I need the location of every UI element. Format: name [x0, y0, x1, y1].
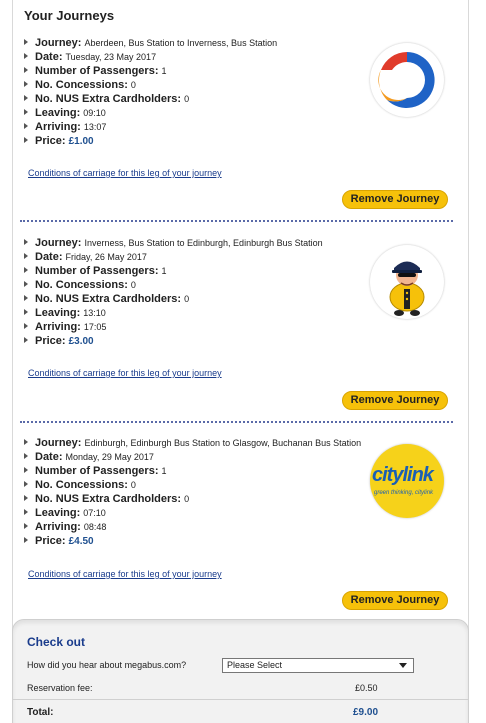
detail-price: Price: £1.00 — [24, 134, 277, 148]
bullet-arrow-icon — [24, 109, 28, 115]
bullet-arrow-icon — [24, 137, 28, 143]
journey-divider — [20, 421, 453, 423]
total-value: £9.00 — [353, 707, 379, 718]
detail-price: Price: £4.50 — [24, 534, 361, 548]
remove-journey-button[interactable]: Remove Journey — [342, 391, 448, 410]
detail-leaving: Leaving: 09:10 — [24, 106, 277, 120]
bullet-arrow-icon — [24, 439, 28, 445]
page-title: Your Journeys — [24, 8, 115, 23]
operator-swirl-logo — [370, 43, 444, 117]
bullet-arrow-icon — [24, 537, 28, 543]
conditions-link[interactable]: Conditions of carriage for this leg of your journey — [28, 168, 222, 178]
bullet-arrow-icon — [24, 309, 28, 315]
checkout-title: Check out — [27, 635, 86, 649]
detail-date: Date: Friday, 26 May 2017 — [24, 250, 323, 264]
journey-card-1 — [0, 36, 486, 216]
detail-arriving: Arriving: 08:48 — [24, 520, 361, 534]
bullet-arrow-icon — [24, 53, 28, 59]
referral-question-label: How did you hear about megabus.com? — [27, 660, 187, 670]
citylink-wordmark: citylink — [372, 464, 433, 486]
detail-nus: No. NUS Extra Cardholders: 0 — [24, 92, 277, 106]
bullet-arrow-icon — [24, 467, 28, 473]
bullet-arrow-icon — [24, 123, 28, 129]
detail-journey: Journey: Aberdeen, Bus Station to Inverness, Bus Station — [24, 36, 277, 50]
detail-concessions: No. Concessions: 0 — [24, 278, 323, 292]
journey-card-2 — [0, 236, 486, 416]
checkout-divider — [13, 699, 468, 700]
referral-select-value: Please Select — [227, 660, 283, 670]
detail-journey: Journey: Inverness, Bus Station to Edinburgh, Edinburgh Bus Station — [24, 236, 323, 250]
bus-driver-mascot-icon — [370, 245, 444, 319]
journey-details — [24, 36, 277, 148]
remove-journey-button[interactable]: Remove Journey — [342, 190, 448, 209]
bullet-arrow-icon — [24, 281, 28, 287]
bullet-arrow-icon — [24, 495, 28, 501]
checkout-panel — [12, 619, 469, 723]
reservation-fee-value: £0.50 — [355, 683, 378, 693]
remove-journey-button[interactable]: Remove Journey — [342, 591, 448, 610]
detail-journey: Journey: Edinburgh, Edinburgh Bus Station to Glasgow, Buchanan Bus Station — [24, 436, 361, 450]
detail-passengers: Number of Passengers: 1 — [24, 264, 323, 278]
bullet-arrow-icon — [24, 509, 28, 515]
referral-source-select[interactable] — [222, 658, 414, 673]
operator-swirl-icon — [370, 43, 444, 117]
detail-date: Date: Monday, 29 May 2017 — [24, 450, 361, 464]
bullet-arrow-icon — [24, 481, 28, 487]
bullet-arrow-icon — [24, 453, 28, 459]
journey-divider — [20, 220, 453, 222]
bullet-arrow-icon — [24, 323, 28, 329]
bullet-arrow-icon — [24, 39, 28, 45]
journey-card-3 — [0, 436, 486, 616]
megabus-driver-mascot — [370, 245, 444, 319]
detail-leaving: Leaving: 07:10 — [24, 506, 361, 520]
price-value: £3.00 — [68, 336, 94, 347]
detail-arriving: Arriving: 17:05 — [24, 320, 323, 334]
bullet-arrow-icon — [24, 337, 28, 343]
price-value: £1.00 — [68, 136, 94, 147]
journey-details — [24, 436, 361, 548]
detail-concessions: No. Concessions: 0 — [24, 478, 361, 492]
citylink-logo — [370, 444, 444, 518]
bullet-arrow-icon — [24, 239, 28, 245]
price-value: £4.50 — [68, 536, 94, 547]
bullet-arrow-icon — [24, 67, 28, 73]
detail-price: Price: £3.00 — [24, 334, 323, 348]
detail-nus: No. NUS Extra Cardholders: 0 — [24, 492, 361, 506]
detail-leaving: Leaving: 13:10 — [24, 306, 323, 320]
total-label: Total: — [27, 707, 54, 718]
detail-passengers: Number of Passengers: 1 — [24, 64, 277, 78]
bullet-arrow-icon — [24, 295, 28, 301]
dropdown-arrow-icon — [399, 663, 407, 668]
bullet-arrow-icon — [24, 95, 28, 101]
conditions-link[interactable]: Conditions of carriage for this leg of your journey — [28, 569, 222, 579]
bullet-arrow-icon — [24, 267, 28, 273]
detail-concessions: No. Concessions: 0 — [24, 78, 277, 92]
reservation-fee-label: Reservation fee: — [27, 683, 93, 693]
citylink-tagline: green thinking, citylink — [374, 490, 434, 496]
bullet-arrow-icon — [24, 523, 28, 529]
detail-passengers: Number of Passengers: 1 — [24, 464, 361, 478]
detail-date: Date: Tuesday, 23 May 2017 — [24, 50, 277, 64]
bullet-arrow-icon — [24, 253, 28, 259]
detail-arriving: Arriving: 13:07 — [24, 120, 277, 134]
bullet-arrow-icon — [24, 81, 28, 87]
detail-nus: No. NUS Extra Cardholders: 0 — [24, 292, 323, 306]
journey-details — [24, 236, 323, 348]
conditions-link[interactable]: Conditions of carriage for this leg of your journey — [28, 368, 222, 378]
